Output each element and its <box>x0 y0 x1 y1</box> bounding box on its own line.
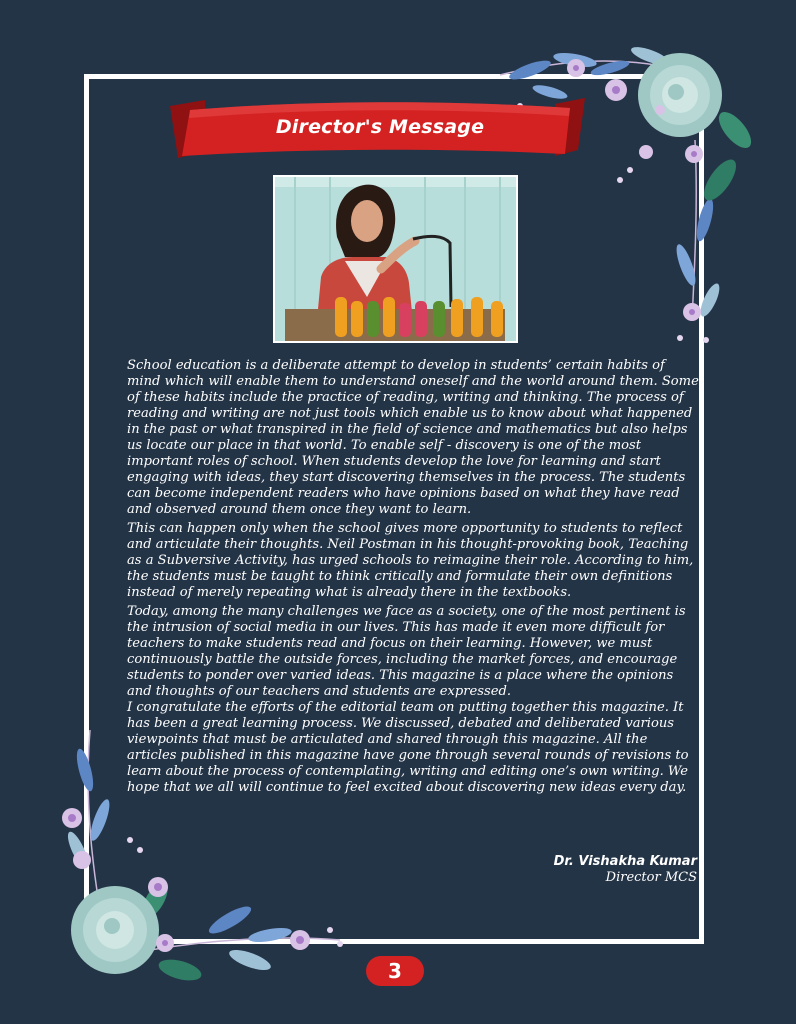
page-title: Director's Message <box>275 116 485 138</box>
message-paragraph: School education is a deliberate attempt to develop in students’ certain habits of mind which will enable them to understand oneself and the world around them. Some of these habits include the practice of reading, writing and thinking. The process of reading and writing are not just tools which enable us to know about what happened in the past or what transpired in the field of science and mathematics but also helps us locate our place in that world. To enable self - discovery is one of the most important roles of school. When students develop the love for learning and start engaging with ideas, they start discovering themselves in the process. The students can become independent readers who have opinions based on what they have read and observed around them once they want to learn. <box>127 358 699 517</box>
message-body <box>127 358 699 799</box>
page-number: 3 <box>366 956 424 986</box>
director-speaking-photo-icon <box>275 177 516 341</box>
signatory-title: Director MCS <box>605 870 697 885</box>
director-photo <box>273 175 518 343</box>
floral-corner-top-right-icon <box>480 20 796 350</box>
signatory-name: Dr. Vishakha Kumar <box>553 854 697 869</box>
message-paragraph: This can happen only when the school gives more opportunity to students to reflect and articulate their thoughts. Neil Postman in his thought-provoking book, Teaching as a Subversive Activity, has urged schools to reimagine their role. According to him, the students must be taught to think critically and formulate their own definitions instead of merely repeating what is already there in the textbooks. <box>127 521 694 600</box>
signature-block <box>554 854 697 886</box>
title-banner <box>160 92 600 170</box>
message-paragraph: Today, among the many challenges we face as a society, one of the most pertinent is the intrusion of social media in our lives. This has made it even more difficult for teachers to make students read and focus on their learning. However, we must continuously battle the outside forces, including the market forces, and encourage students to ponder over varied ideas. This magazine is a place where the opinions and thoughts of our teachers and students are expressed. <box>127 604 686 699</box>
message-paragraph: I congratulate the efforts of the editorial team on putting together this magazine. It has been a great learning process. We discussed, debated and deliberated various viewpoints that must be articulated and shared through this magazine. All the articles published in this magazine have gone through several rounds of revisions to learn about the process of contemplating, writing and editing one’s own writing. We hope that we all will continue to feel excited about discovering new ideas every day. <box>127 700 689 795</box>
